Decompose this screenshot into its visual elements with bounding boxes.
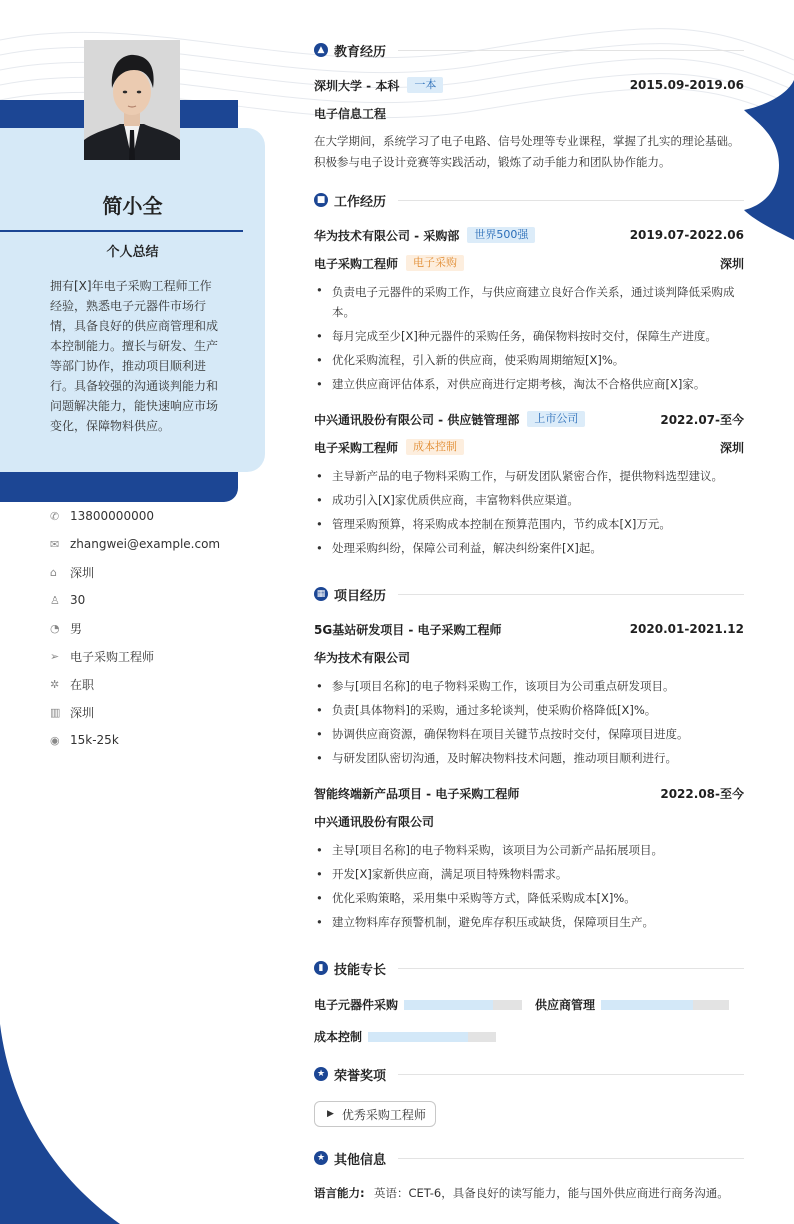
list-item: • 负责电子元器件的采购工作，与供应商建立良好合作关系，通过谈判降低采购成本。 (314, 280, 744, 324)
company-name: 华为技术有限公司 - 采购部 (314, 228, 460, 243)
education-major-row (314, 104, 744, 122)
contact-value: 30 (70, 593, 86, 607)
contact-value: 15k-25k (70, 733, 119, 747)
section-skills (314, 958, 744, 978)
work-date: 2019.07-2022.06 (629, 228, 744, 242)
skill-name: 供应商管理 (535, 998, 596, 1012)
contact-value: 深圳 (70, 565, 95, 580)
phone-icon: ✆ (50, 509, 60, 523)
work-bullets (314, 280, 744, 396)
list-item: • 与研发团队密切沟通，及时解决物料技术问题，推动项目顺利进行。 (314, 746, 744, 770)
education-header (314, 76, 744, 94)
list-item: • 协调供应商资源，确保物料在项目关键节点按时交付，保障项目进度。 (314, 722, 744, 746)
contact-value: 13800000000 (70, 509, 154, 523)
project-date: 2020.01-2021.12 (629, 622, 744, 636)
salary-icon: ◉ (50, 733, 60, 747)
section-work (314, 190, 744, 210)
skill-bar-fill (404, 1000, 493, 1010)
skill-bar (601, 1000, 729, 1010)
profile-sidebar (0, 0, 265, 1224)
section-projects (314, 584, 744, 604)
list-item: • 参与[项目名称]的电子物料采购工作，该项目为公司重点研发项目。 (314, 674, 744, 698)
skill-item (314, 996, 522, 1013)
education-date: 2015.09-2019.06 (629, 78, 744, 92)
section-title: 其他信息 (334, 1152, 387, 1168)
skill-item (535, 996, 729, 1013)
city-icon: ▥ (50, 705, 61, 719)
other-label: 语言能力: (314, 1186, 365, 1200)
other-info-row (314, 1183, 744, 1204)
avatar (84, 40, 180, 160)
list-item: • 主导[项目名称]的电子物料采购，该项目为公司新产品拓展项目。 (314, 838, 744, 862)
project-name: 智能终端新产品项目 - 电子采购工程师 (314, 786, 520, 801)
contact-age (50, 586, 250, 614)
company-tag: 上市公司 (527, 411, 585, 427)
award-item[interactable] (314, 1101, 436, 1127)
section-title: 荣誉奖项 (334, 1068, 387, 1084)
section-divider (398, 1158, 744, 1159)
contact-gender (50, 614, 250, 642)
skill-name: 成本控制 (314, 1030, 363, 1044)
skill-bar (368, 1032, 496, 1042)
work-city: 深圳 (719, 440, 744, 455)
list-item: • 处理采购纠纷，保障公司利益，解决纠纷案件[X]起。 (314, 536, 744, 560)
list-item: • 成功引入[X]家优质供应商，丰富物料供应渠道。 (314, 488, 744, 512)
work-bullets (314, 464, 744, 560)
avatar-portrait (84, 40, 180, 160)
project-company: 华为技术有限公司 (314, 650, 411, 665)
skill-bar (404, 1000, 522, 1010)
award-label: 优秀采购工程师 (341, 1107, 426, 1122)
project-company: 中兴通讯股份有限公司 (314, 814, 435, 829)
company-name: 中兴通讯股份有限公司 - 供应链管理部 (314, 412, 520, 427)
contact-phone (50, 502, 250, 530)
project-bullets (314, 838, 744, 934)
bar-chart-icon: ▮ (314, 961, 328, 975)
section-education (314, 40, 744, 60)
list-item: • 主导新产品的电子物料采购工作，与研发团队紧密合作，提供物料选型建议。 (314, 464, 744, 488)
section-title: 技能专长 (334, 962, 387, 978)
skill-bar-fill (368, 1032, 468, 1042)
section-divider (398, 968, 744, 969)
contact-city (50, 698, 250, 726)
skill-bar-fill (601, 1000, 693, 1010)
list-item: • 每月完成至少[X]种元器件的采购任务，确保物料按时交付，保障生产进度。 (314, 324, 744, 348)
section-divider (398, 594, 744, 595)
graduation-cap-icon: ▲ (314, 43, 328, 57)
briefcase-icon: ■ (314, 193, 328, 207)
project-company-row (314, 812, 744, 830)
contact-email (50, 530, 250, 558)
list-item: • 建立物料库存预警机制，避免库存积压或缺货，保障项目生产。 (314, 910, 744, 934)
list-item: • 建立供应商评估体系，对供应商进行定期考核，淘汰不合格供应商[X]家。 (314, 372, 744, 396)
play-icon: ▶ (327, 1109, 334, 1119)
gender-icon: ◔ (50, 621, 60, 635)
status-icon: ✲ (50, 677, 60, 691)
list-item: • 优化采购流程，引入新的供应商，使采购周期缩短[X]%。 (314, 348, 744, 372)
work-role-row (314, 438, 744, 456)
work-date: 2022.07-至今 (660, 412, 744, 427)
project-date: 2022.08-至今 (660, 786, 744, 801)
role-tag: 成本控制 (406, 439, 464, 455)
role: 电子采购工程师 (314, 256, 399, 271)
project-company-row (314, 648, 744, 666)
section-divider (398, 50, 744, 51)
section-title: 工作经历 (334, 194, 387, 210)
candidate-name: 简小全 (102, 194, 163, 218)
contact-salary (50, 726, 250, 754)
project-header (314, 784, 744, 802)
contact-list (50, 502, 250, 754)
section-awards (314, 1064, 744, 1084)
summary-text: 拥有[X]年电子采购工程师工作经验，熟悉电子元器件市场行情，具备良好的供应商管理和成本控制能力。擅长与研发、生产等部门协作，推动项目顺利进行。具备较强的沟通谈判能力和问题解决能力，能快速响应市场变化，保障物料供应。 (50, 279, 219, 433)
school-name: 深圳大学 - 本科 (314, 78, 400, 93)
home-icon: ⌂ (50, 565, 57, 579)
contact-location (50, 558, 250, 586)
name-divider (0, 230, 243, 232)
age-icon: ♙ (50, 593, 60, 607)
list-item: • 优化采购策略，采用集中采购等方式，降低采购成本[X]%。 (314, 886, 744, 910)
mail-icon: ✉ (50, 537, 60, 551)
contact-value: 深圳 (70, 705, 95, 720)
section-title: 教育经历 (334, 44, 387, 60)
skill-item (314, 1028, 496, 1045)
work-role-row (314, 254, 744, 272)
education-description: 在大学期间，系统学习了电子电路、信号处理等专业课程，掌握了扎实的理论基础。积极参与电子设计竞赛等实践活动，锻炼了动手能力和团队协作能力。 (314, 134, 740, 169)
project-bullets (314, 674, 744, 770)
contact-job (50, 642, 250, 670)
other-value: 英语：CET-6，具备良好的读写能力，能与国外供应商进行商务沟通。 (374, 1186, 729, 1200)
section-divider (398, 200, 744, 201)
project-name: 5G基站研发项目 - 电子采购工程师 (314, 622, 502, 637)
section-title: 项目经历 (334, 588, 387, 604)
work-city: 深圳 (719, 256, 744, 271)
contact-value: 男 (70, 621, 83, 636)
section-other (314, 1148, 744, 1168)
work-header (314, 410, 744, 428)
project-header (314, 620, 744, 638)
role-tag: 电子采购 (406, 255, 464, 271)
contact-status (50, 670, 250, 698)
company-tag: 世界500强 (467, 227, 535, 243)
list-item: • 负责[具体物料]的采购，通过多轮谈判，使采购价格降低[X]%。 (314, 698, 744, 722)
info-icon: ★ (314, 1151, 328, 1165)
contact-value: zhangwei@example.com (70, 537, 221, 551)
contact-value: 在职 (70, 677, 95, 692)
role: 电子采购工程师 (314, 440, 399, 455)
summary-title: 个人总结 (106, 245, 159, 260)
major: 电子信息工程 (314, 106, 387, 121)
section-divider (398, 1074, 744, 1075)
award-icon: ★ (314, 1067, 328, 1081)
list-item: • 开发[X]家新供应商，满足项目特殊物料需求。 (314, 862, 744, 886)
job-icon: ➢ (50, 649, 60, 663)
contact-value: 电子采购工程师 (70, 649, 155, 664)
grid-icon: ▦ (314, 587, 328, 601)
list-item: • 管理采购预算，将采购成本控制在预算范围内，节约成本[X]万元。 (314, 512, 744, 536)
skill-name: 电子元器件采购 (314, 998, 399, 1012)
school-tag: 一本 (407, 77, 443, 93)
work-header (314, 226, 744, 244)
